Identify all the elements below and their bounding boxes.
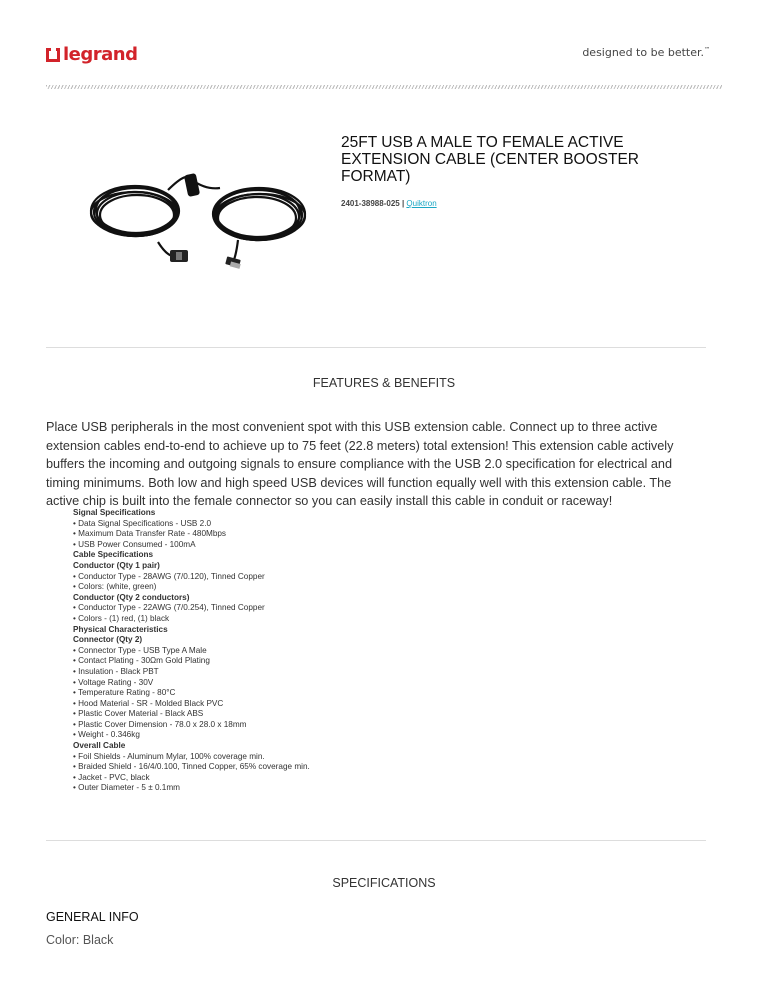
features-title: FEATURES & BENEFITS: [312, 376, 456, 390]
section-divider: [46, 347, 706, 348]
spec-heading: Cable Specifications: [73, 550, 154, 560]
specifications-title: SPECIFICATIONS: [332, 876, 436, 890]
spec-heading: Connector (Qty 2): [73, 635, 143, 645]
spec-item: • Outer Diameter - 5 ± 0.1mm: [73, 783, 181, 793]
spec-item: • Insulation - Black PBT: [73, 666, 159, 676]
spec-item: • Foil Shields - Aluminum Mylar, 100% coverage min.: [73, 751, 265, 761]
spec-heading: Physical Characteristics: [73, 624, 168, 634]
spec-item: • Temperature Rating - 80°C: [73, 688, 176, 698]
legrand-logo[interactable]: [46, 44, 138, 65]
spec-item: • Conductor Type - 28AWG (7/0.120), Tinned Copper: [73, 571, 265, 581]
spec-item: • Weight - 0.346kg: [73, 730, 140, 740]
spec-list: [73, 508, 310, 794]
product-sku: 2401-38988-025: [341, 199, 400, 208]
spec-heading: Signal Specifications: [73, 508, 156, 517]
spec-item: • Maximum Data Transfer Rate - 480Mbps: [73, 529, 227, 539]
general-info-heading: GENERAL INFO: [46, 910, 139, 924]
spec-item: • Colors: (white, green): [73, 582, 157, 592]
tagline-text: designed to be better.: [582, 46, 704, 59]
spec-item: • USB Power Consumed - 100mA: [73, 539, 196, 549]
spec-heading: Conductor (Qty 2 conductors): [73, 592, 190, 602]
hatched-divider: [46, 85, 722, 89]
logo-text: legrand: [63, 44, 138, 65]
spec-item: • Voltage Rating - 30V: [73, 677, 154, 687]
page-header: [46, 44, 722, 68]
brand-link[interactable]: Quiktron: [406, 199, 437, 208]
spec-item: • Contact Plating - 30Ωm Gold Plating: [73, 656, 210, 666]
section-divider: [46, 840, 706, 841]
product-image: [88, 160, 316, 272]
spec-item: • Plastic Cover Dimension - 78.0 x 28.0 x 18mm: [73, 719, 247, 729]
spec-item: • Connector Type - USB Type A Male: [73, 645, 207, 655]
tagline: [582, 46, 710, 59]
color-label: Color:: [46, 933, 80, 947]
spec-item: • Jacket - PVC, black: [73, 772, 150, 782]
product-meta: [341, 199, 437, 208]
product-title: 25FT USB A MALE TO FEMALE ACTIVE EXTENSION CABLE (CENTER BOOSTER FORMAT): [341, 134, 639, 185]
spec-item: • Braided Shield - 16/4/0.100, Tinned Copper, 65% coverage min.: [73, 762, 310, 772]
spec-item: • Data Signal Specifications - USB 2.0: [73, 518, 212, 528]
spec-heading: Conductor (Qty 1 pair): [73, 560, 160, 570]
spec-item: • Colors - (1) red, (1) black: [73, 613, 170, 623]
color-spec: [46, 933, 113, 947]
features-description: Place USB peripherals in the most convenient spot with this USB extension cable. Connect up to three active extension cables end-to-end to achieve up to 75 feet (22.8 meters) total extension! This extension cable actively buffers the incoming and outgoing signals to ensure compliance with the USB 2.0 specification for electrical and timing minimums. Both low and high speed USB devices will function equally well with this extension cable. The active chip is built into the female connector so you can easily install this cable in conduit or raceway!: [46, 420, 674, 508]
spec-item: • Conductor Type - 22AWG (7/0.254), Tinned Copper: [73, 603, 265, 613]
trademark-mark: ™: [704, 46, 710, 54]
spec-item: • Plastic Cover Material - Black ABS: [73, 709, 204, 719]
meta-separator: |: [399, 199, 407, 208]
spec-item: • Hood Material - SR - Molded Black PVC: [73, 698, 224, 708]
logo-mark-icon: [46, 48, 60, 62]
spec-heading: Overall Cable: [73, 741, 126, 751]
color-value: Black: [82, 933, 114, 947]
